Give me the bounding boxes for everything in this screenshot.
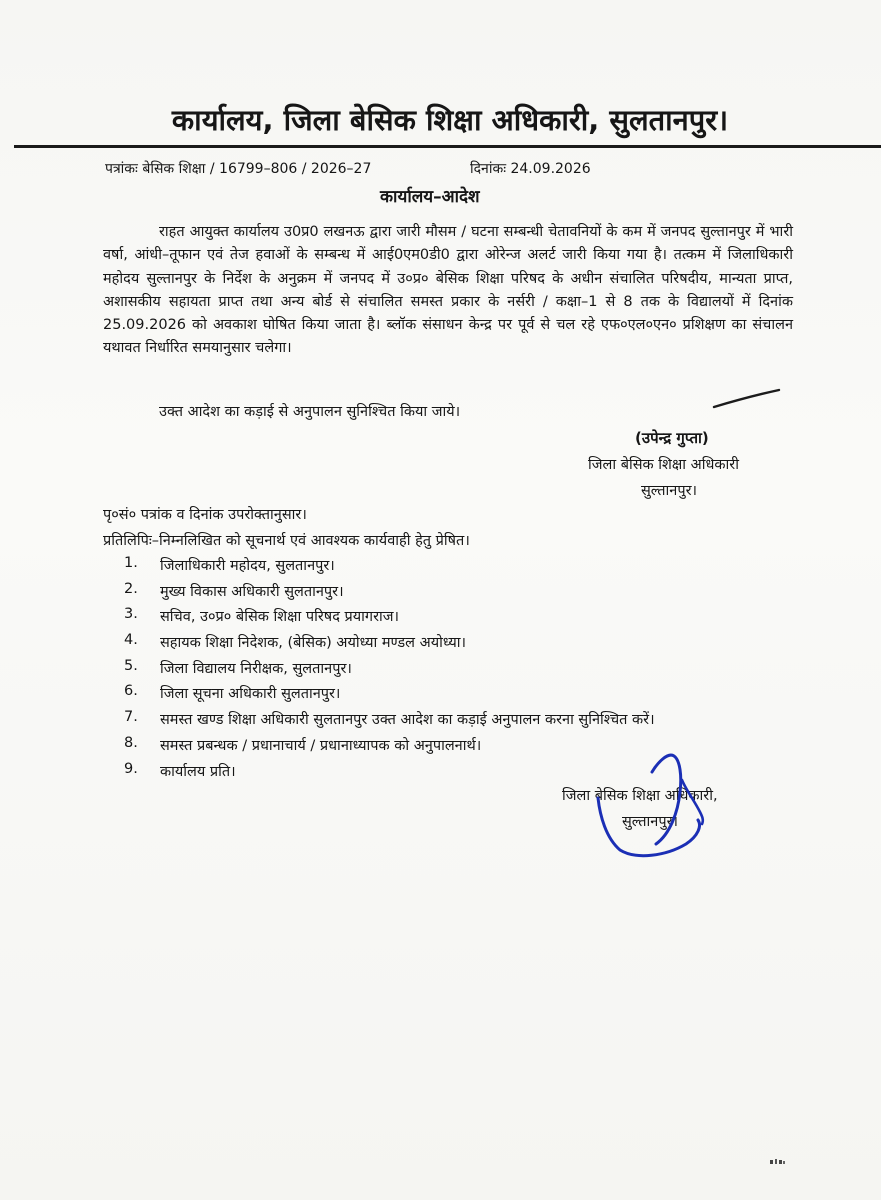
list-item-number: 3.: [124, 606, 138, 623]
reference-number: पत्रांकः बेसिक शिक्षा / 16799–806 / 2026–27: [105, 161, 372, 177]
list-item: [124, 555, 655, 581]
heading-rule: [14, 145, 881, 148]
list-item-number: 6.: [124, 683, 138, 700]
signatory-designation: जिला बेसिक शिक्षा अधिकारी: [588, 457, 739, 473]
list-item: [124, 709, 655, 735]
list-item-text: सहायक शिक्षा निदेशक, (बेसिक) अयोध्या मण्डल अयोध्या।: [160, 635, 466, 652]
order-body: राहत आयुक्त कार्यालय उ0प्र0 लखनऊ द्वारा जारी मौसम / घटना सम्बन्धी चेतावनियों के कम में जनपद सुल्तानपुर में भारी वर्षा, आंधी–तूफान एवं तेज हवाओं के सम्बन्ध में आई0एम0डी0 द्वारा ओरेन्ज अलर्ट जारी किया गया है। तत्कम में जिलाधिकारी महोदय सुल्तानपुर के निर्देश के अनुक्रम में जनपद में उ०प्र० बेसिक शिक्षा परिषद के अधीन संचालित परिषदीय, मान्यता प्राप्त, अशासकीय सहायता प्राप्त तथा अन्य बोर्ड से संचालित समस्त प्रकार के नर्सरी / कक्षा–1 से 8 तक के विद्यालयों में दिनांक 25.09.2026 को अवकाश घोषित किया जाता है। ब्लॉक संसाधन केन्द्र पर पूर्व से चल रहे एफ०एल०एन० प्रशिक्षण का संचालन यथावत निर्धारित समयानुसार चलेगा।: [103, 224, 793, 357]
list-item-number: 7.: [124, 709, 138, 726]
endorsement-line: पृ०सं० पत्रांक व दिनांक उपरोक्तानुसार।: [103, 507, 307, 523]
list-item: [124, 606, 655, 632]
list-item-text: कार्यालय प्रति।: [160, 763, 236, 780]
closing-designation: जिला बेसिक शिक्षा अधिकारी,: [562, 788, 718, 804]
office-heading: कार्यालय, जिला बेसिक शिक्षा अधिकारी, सुलतानपुर।: [171, 103, 729, 137]
signatory-place: सुल्तानपुर।: [641, 483, 697, 499]
list-item-number: 8.: [124, 734, 138, 751]
list-item: [124, 683, 655, 709]
list-item-number: 9.: [124, 760, 138, 777]
list-item-number: 2.: [124, 580, 138, 597]
list-item: [124, 632, 655, 658]
list-item: [124, 735, 655, 761]
list-item-text: जिला सूचना अधिकारी सुलतानपुर।: [160, 686, 341, 703]
signature-icon: [596, 740, 746, 865]
pen-flourish-icon: [712, 388, 782, 410]
copy-to-line: प्रतिलिपिः–निम्नलिखित को सूचनार्थ एवं आवश्यक कार्यवाही हेतु प्रेषित।: [103, 533, 470, 549]
scan-mark-icon: [770, 1158, 786, 1166]
list-item: [124, 761, 655, 787]
list-item-number: 4.: [124, 632, 138, 649]
list-item-text: मुख्य विकास अधिकारी सुलतानपुर।: [160, 583, 344, 600]
list-item-text: जिला विद्यालय निरीक्षक, सुलतानपुर।: [160, 660, 352, 677]
list-item: [124, 581, 655, 607]
closing-place: सुल्तानपुर।: [622, 814, 678, 830]
list-item-text: सचिव, उ०प्र० बेसिक शिक्षा परिषद प्रयागराज।: [160, 609, 400, 626]
list-item-number: 5.: [124, 657, 138, 674]
list-item-text: समस्त प्रबन्धक / प्रधानाचार्य / प्रधानाध्यापक को अनुपालनार्थ।: [160, 737, 482, 754]
order-title: कार्यालय–आदेश: [380, 187, 480, 207]
recipient-list: [124, 555, 655, 786]
list-item-number: 1.: [124, 555, 138, 571]
letter-date: दिनांकः 24.09.2026: [470, 161, 591, 177]
list-item-text: जिलाधिकारी महोदय, सुलतानपुर।: [160, 558, 335, 574]
compliance-line: उक्त आदेश का कड़ाई से अनुपालन सुनिश्चित किया जाये।: [159, 404, 461, 420]
list-item-text: समस्त खण्ड शिक्षा अधिकारी सुलतानपुर उक्त आदेश का कड़ाई अनुपालन करना सुनिश्चित करें।: [160, 712, 655, 729]
signatory-name: (उपेन्द्र गुप्ता): [635, 429, 709, 447]
list-item: [124, 658, 655, 684]
